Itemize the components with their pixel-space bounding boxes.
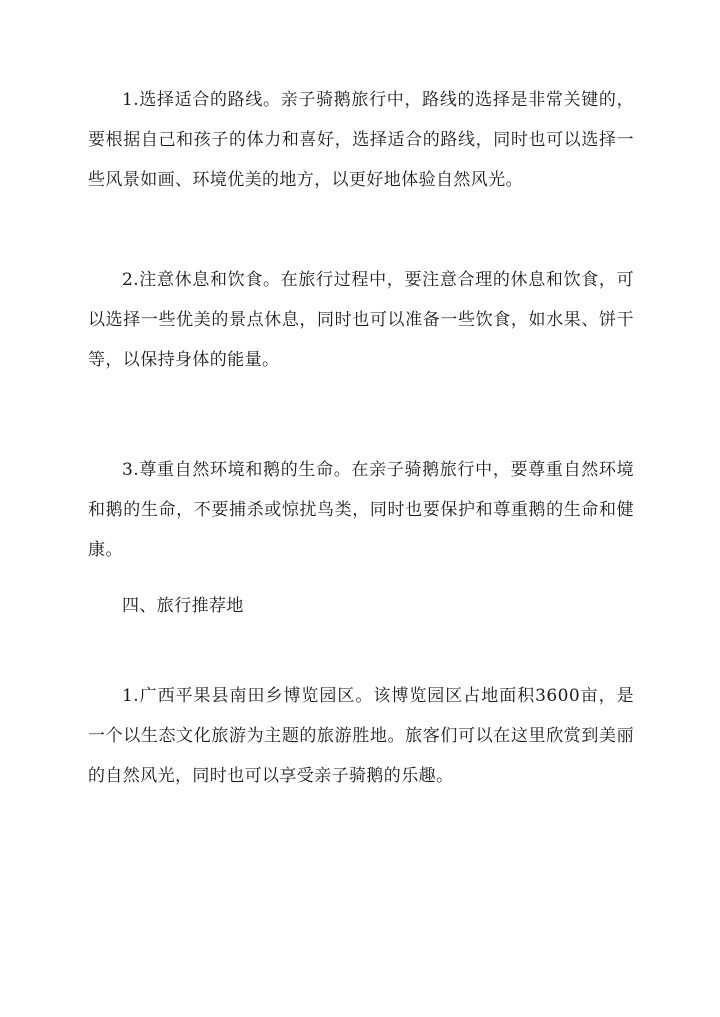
section-heading-recommended-destinations: 四、旅行推荐地 xyxy=(122,596,244,616)
paragraph-respect-nature: 3.尊重自然环境和鹅的生命。在亲子骑鹅旅行中，要尊重自然环境和鹅的生命，不要捕杀或惊扰鸟类，同时也要保护和尊重鹅的生命和健康。 xyxy=(88,460,634,560)
paragraph-route-selection: 1.选择适合的路线。亲子骑鹅旅行中，路线的选择是非常关键的，要根据自己和孩子的体力和喜好，选择适合的路线，同时也可以选择一些风景如画、环境优美的地方，以更好地体验自然风光。 xyxy=(88,90,634,190)
paragraph-rest-and-diet: 2.注意休息和饮食。在旅行过程中，要注意合理的休息和饮食，可以选择一些优美的景点休息，同时也可以准备一些饮食，如水果、饼干等，以保持身体的能量。 xyxy=(88,270,634,370)
paragraph-guangxi-destination: 1.广西平果县南田乡博览园区。该博览园区占地面积3600亩，是一个以生态文化旅游为主题的旅游胜地。旅客们可以在这里欣赏到美丽的自然风光，同时也可以享受亲子骑鹅的乐趣。 xyxy=(88,686,634,786)
